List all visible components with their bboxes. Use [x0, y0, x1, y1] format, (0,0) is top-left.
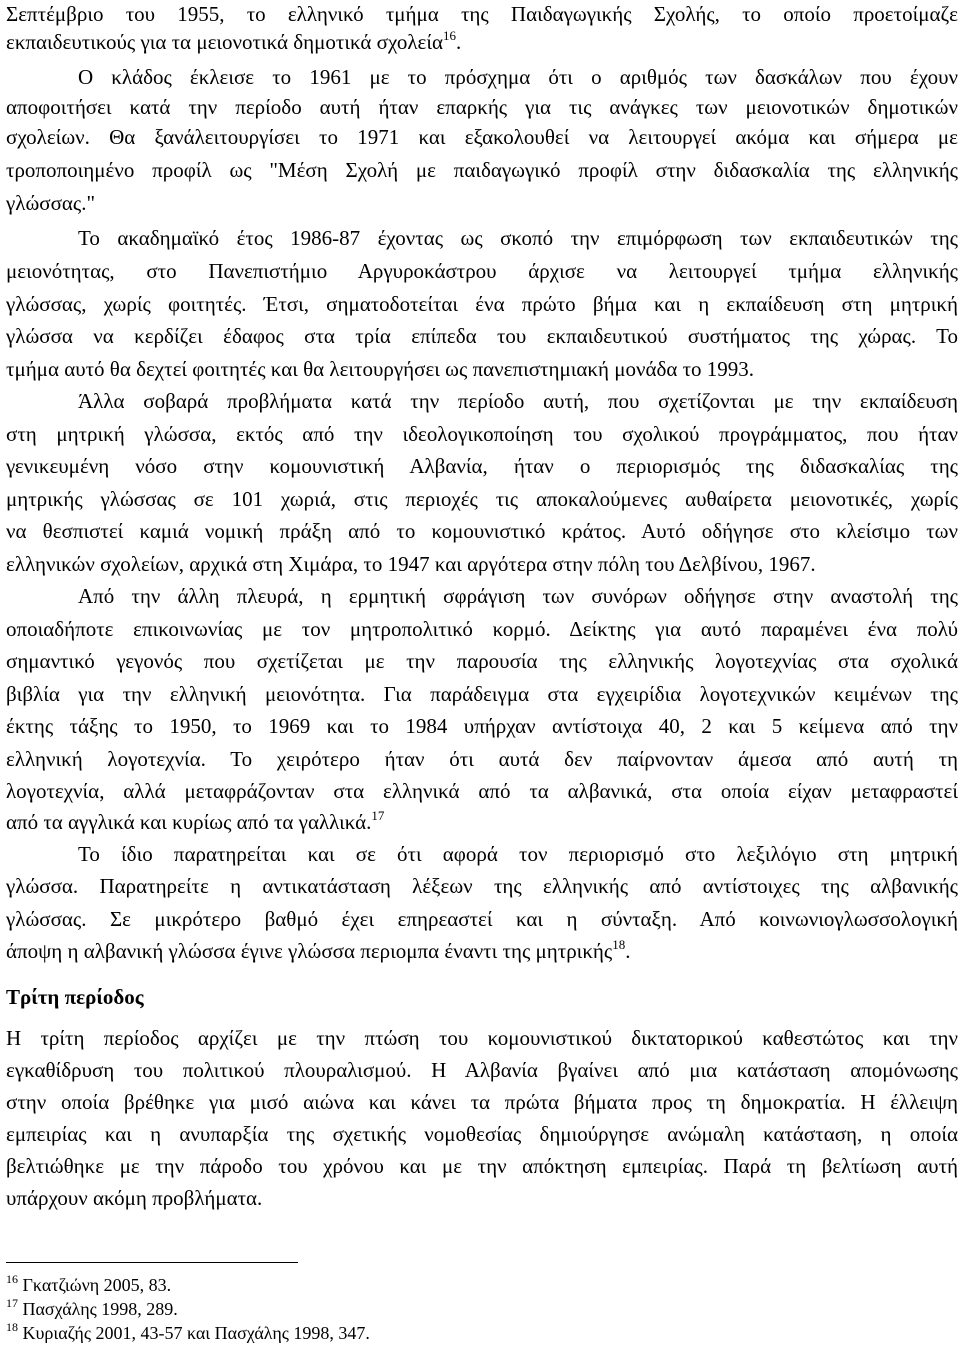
p2-line-2: αποφοιτήσει κατά την περίοδο αυτή ήταν επαρκής για τις ανάγκες των μειονοτικών δημοτικών	[6, 95, 958, 119]
p4-line-4: μητρικής γλώσσας σε 101 χωριά, στις περιοχές τις αποκαλούμενες αυθαίρετα μειονοτικές, χωρίς	[6, 487, 958, 511]
footnote-18	[6, 1322, 370, 1344]
footnote-17	[6, 1298, 178, 1320]
footnote-18-num: 18	[6, 1320, 18, 1334]
p7-line-6: υπάρχουν ακόμη προβλήματα.	[6, 1186, 263, 1210]
p5-line-5: έκτης τάξης το 1950, το 1969 και το 1984 υπήρχαν αντίστοιχα 40, 2 και 5 κείμενα από την	[6, 714, 958, 738]
p5-line-4: βιβλία για την ελληνική μειονότητα. Για παράδειγμα στα εγχειρίδια λογοτεχνικών κειμένων της	[6, 682, 958, 706]
footnote-17-num: 17	[6, 1296, 18, 1310]
p4-line-3: γενικευμένη νόσο στην κομουνιστική Αλβανία, ήταν ο περιορισμός της διδασκαλίας της	[6, 454, 958, 478]
p6-line-1: Το ίδιο παρατηρείται και σε ότι αφορά τον περιορισμό στο λεξιλόγιο στη μητρική	[78, 842, 958, 866]
p2-line-3: σχολείων. Θα ξανάλειτουργίσει το 1971 και εξακολουθεί να λειτουργεί ακόμα και σήμερα με	[6, 125, 958, 149]
p4-line-6: ελληνικών σχολείων, αρχικά στη Χιμάρα, το 1947 και αργότερα στην πόλη του Δελβίνου, 1967.	[6, 552, 816, 576]
p5-line-2: οποιαδήποτε επικοινωνίας με τον μητροπολιτικό κορμό. Δείκτης για αυτό παραμένει ένα πολύ	[6, 617, 958, 641]
p3-line-5: τμήμα αυτό θα δεχτεί φοιτητές και θα λειτουργήσει ως πανεπιστημιακή μονάδα το 1993.	[6, 357, 755, 381]
p6-line-2: γλώσσα. Παρατηρείτε η αντικατάσταση λέξεων της ελληνικής από αντίστοιχες της αλβανικής	[6, 874, 958, 898]
footnote-ref-16: 16	[442, 28, 456, 43]
p4-line-2: στη μητρική γλώσσα, εκτός από την ιδεολογικοποίηση του σχολικού προγράμματος, που ήταν	[6, 422, 958, 446]
p7-line-4: εμπειρίας και η ανυπαρξία της σχετικής νομοθεσίας δημιούργησε ανώμαλη κατάσταση, η οποία	[6, 1122, 958, 1146]
p5-line-1: Από την άλλη πλευρά, η ερμητική σφράγιση των συνόρων οδήγησε στην αναστολή της	[78, 584, 958, 608]
footnote-separator	[6, 1262, 298, 1263]
p7-line-2: εγκαθίδρυση του πολιτικού πλουραλισμού. Η Αλβανία βγαίνει από μια κατάσταση απομόνωσης	[6, 1058, 958, 1082]
p6-line-4-text: άποψη η αλβανική γλώσσα έγινε γλώσσα περιομπα έναντι της μητρικής	[6, 939, 613, 963]
p6-line-3: γλώσσας. Σε μικρότερο βαθμό έχει επηρεαστεί και η σύνταξη. Από κοινωνιογλωσσολογική	[6, 907, 958, 931]
p7-line-3: στην οποία βρέθηκε για μισό αιώνα και κάνει τα πρώτα βήματα προς τη δημοκρατία. Η έλλειψη	[6, 1090, 958, 1114]
p1-line-1: Σεπτέμβριο του 1955, το ελληνικό τμήμα της Παιδαγωγικής Σχολής, το οποίο προετοίμαζε	[6, 2, 958, 26]
p5-line-6: ελληνική λογοτεχνία. Το χειρότερο ήταν ότι αυτά δεν παίρνονταν άμεσα από αυτή τη	[6, 747, 958, 771]
p7-line-1: Η τρίτη περίοδος αρχίζει με την πτώση του κομουνιστικού δικτατορικού καθεστώτος και την	[6, 1026, 958, 1050]
p1-end: .	[455, 30, 462, 54]
footnote-16-num: 16	[6, 1272, 18, 1286]
footnote-16	[6, 1274, 171, 1296]
p2-line-5: γλώσσας."	[6, 191, 96, 215]
p6-end: .	[625, 939, 631, 963]
p3-line-1: Το ακαδημαϊκό έτος 1986-87 έχοντας ως σκοπό την επιμόρφωση των εκπαιδευτικών της	[78, 226, 958, 250]
p5-line-8	[6, 808, 384, 836]
section-heading: Τρίτη περίοδος	[6, 985, 144, 1009]
footnote-17-text: Πασχάλης 1998, 289.	[22, 1299, 178, 1319]
p6-line-4	[6, 937, 630, 965]
footnote-ref-18: 18	[612, 937, 626, 952]
p4-line-1: Άλλα σοβαρά προβλήματα κατά την περίοδο αυτή, που σχετίζονται με την εκπαίδευση	[78, 389, 958, 413]
footnote-18-text: Κυριαζής 2001, 43-57 και Πασχάλης 1998, 347.	[22, 1323, 370, 1343]
p2-line-1: Ο κλάδος έκλεισε το 1961 με το πρόσχημα ότι ο αριθμός των δασκάλων που έχουν	[78, 65, 958, 89]
p1-line-2	[6, 28, 461, 56]
p2-line-4: τροποποιημένο προφίλ ως "Μέση Σχολή με παιδαγωγικό προφίλ στην διδασκαλία της ελληνικής	[6, 158, 958, 182]
p1-line-2-text: εκπαιδευτικούς για τα μειονοτικά δημοτικά σχολεία	[6, 30, 443, 54]
p4-line-5: να θεσπιστεί καμιά νομική πράξη από το κομουνιστικό κράτος. Αυτό οδήγησε στο κλείσιμο των	[6, 519, 958, 543]
p3-line-2: μειονότητας, στο Πανεπιστήμιο Αργυροκάστρου άρχισε να λειτουργεί τμήμα ελληνικής	[6, 259, 958, 283]
footnote-16-text: Γκατζιώνη 2005, 83.	[22, 1275, 172, 1295]
p3-line-4: γλώσσα να κερδίζει έδαφος στα τρία επίπεδα του εκπαιδευτικού συστήματος της χώρας. Το	[6, 324, 958, 348]
p5-line-7: λογοτεχνία, αλλά μεταφράζονταν στα ελληνικά από τα αλβανικά, στα οποία είχαν μεταφραστεί	[6, 779, 958, 803]
footnote-ref-17: 17	[371, 808, 385, 823]
p5-line-3: σημαντικό γεγονός που σχετίζεται με την παρουσία της ελληνικής λογοτεχνίας στα σχολικά	[6, 649, 958, 673]
p7-line-5: βελτιώθηκε με την πάροδο του χρόνου και με την απόκτηση εμπειρίας. Παρά τη βελτίωση αυτή	[6, 1154, 958, 1178]
p5-line-8-text: από τα αγγλικά και κυρίως από τα γαλλικά.	[6, 810, 372, 834]
p3-line-3: γλώσσας, χωρίς φοιτητές. Έτσι, σηματοδοτείται ένα πρώτο βήμα και η εκπαίδευση στη μητρική	[6, 292, 958, 316]
